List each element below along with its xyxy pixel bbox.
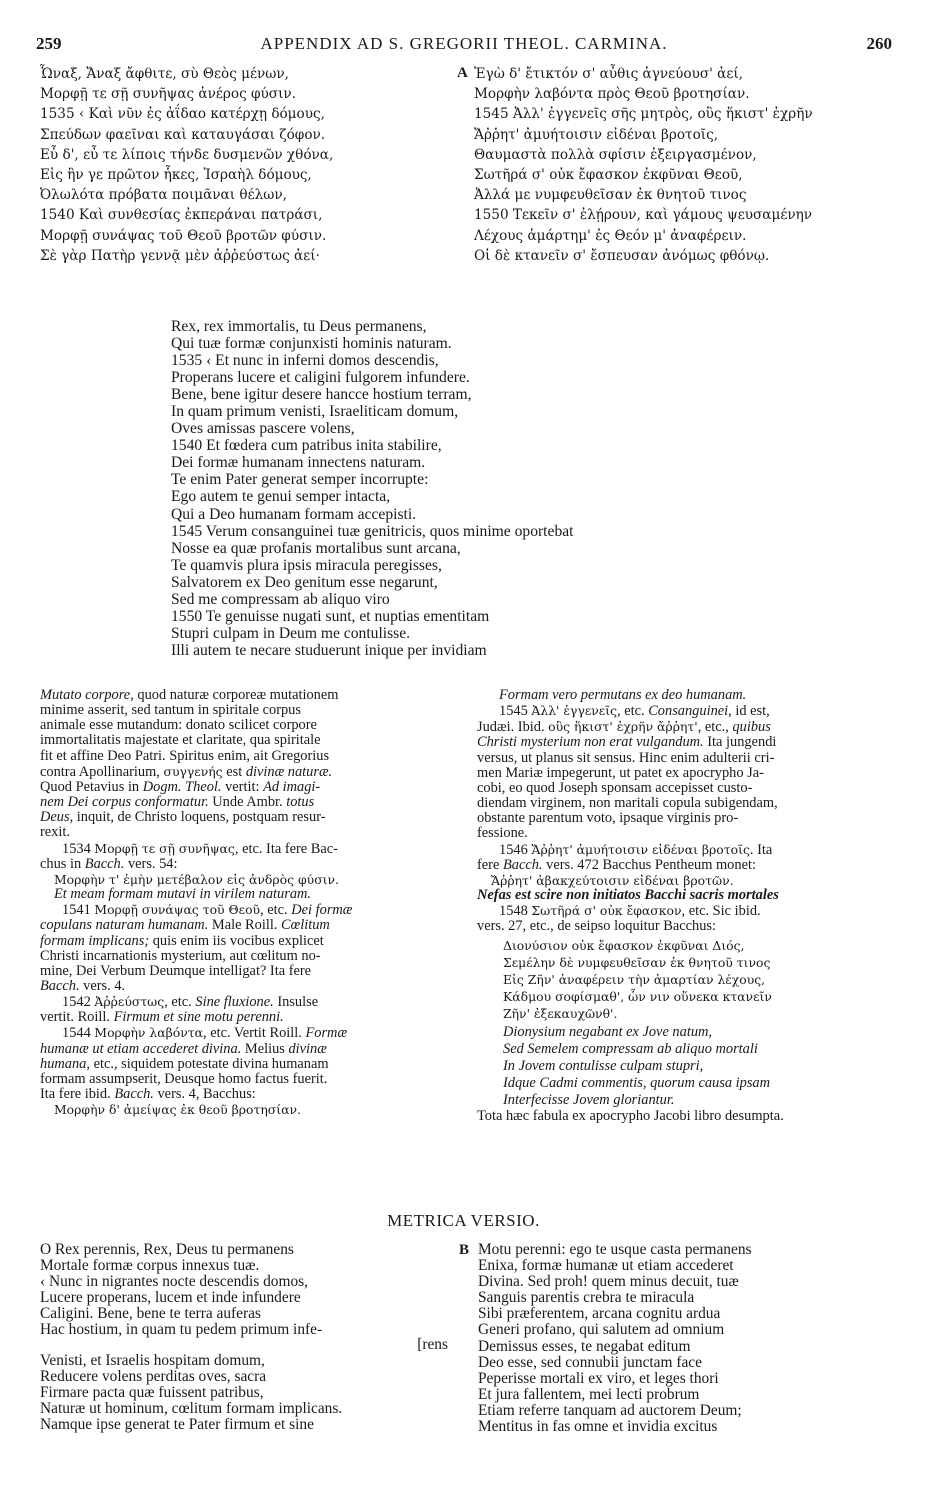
note-segment: vers. 472 Bacchus Pentheum monet:	[542, 857, 756, 873]
note-segment: vertit:	[221, 779, 264, 795]
note-segment: , id est,	[728, 703, 770, 720]
note-segment: , etc., siquidem potestate divina humanam	[86, 1056, 329, 1072]
greek-verse-line: Ὦναξ, Ἄναξ ἄφθιτε, σὺ Θεὸς μένων,	[40, 66, 289, 82]
metrica-verse-line: Deo esse, sed connubii junctam face	[478, 1353, 702, 1371]
note-line: Tota hæc fabula ex apocrypho Jacobi libro desumpta.	[477, 1108, 784, 1124]
latin-quote-line: Dionysium negabant ex Jove natum,	[503, 1023, 713, 1040]
latin-verse-line: Ego autem te genui semper intacta,	[171, 488, 391, 506]
metrica-verse-line: Hac hostium, in quam tu pedem primum infe-	[40, 1321, 323, 1339]
note-segment: divinæ naturæ.	[245, 763, 333, 780]
note-line	[40, 810, 468, 825]
latin-verse-line: 1550 Te genuisse nugati sunt, et nuptias ementitam	[171, 607, 490, 625]
note-segment: humanæ ut etiam accederet divina.	[40, 1041, 242, 1057]
greek-verse-line: Ἄῤῥητ' ἀμυήτοισιν εἰδέναι βροτοῖς,	[474, 126, 719, 143]
greek-verse-line: Σπεύδων φαεῖναι καὶ καταυγάσαι ζόφον.	[40, 126, 326, 143]
note-segment: 1544	[62, 1025, 95, 1042]
greek-verse-line: Λέχους ἁμάρτημ' ἐς Θεόν μ' ἀναφέρειν.	[474, 227, 747, 244]
note-segment: 1534	[62, 840, 95, 857]
greek-verse-line: Μορφῇ συνάψας τοῦ Θεοῦ βροτῶν φύσιν.	[40, 227, 327, 244]
note-segment: immortalitatis majestate et claritate, qua spiritale	[40, 733, 321, 749]
greek-verse-line: Εὖ δ', εὖ τε λίποις τήνδε δυσμενῶν χθόνα,	[40, 146, 334, 163]
note-segment: Firmum et sine motu perenni.	[113, 1010, 284, 1026]
note-segment: contra Apollinarium,	[40, 763, 164, 780]
latin-verse-line: Properans lucere et caligini fulgorem infundere.	[171, 369, 470, 387]
note-quotation: Μορφὴν τ' ἐμὴν μετέβαλον εἰς ἀνδρὸς φύσιν.	[54, 871, 339, 887]
note-segment: vers. 4.	[79, 978, 126, 994]
note-segment: Ita fere ibid.	[40, 1087, 115, 1103]
greek-quote-line: Εἰς Ζῆν' ἀναφέρειν τὴν ἁμαρτίαν λέχους,	[503, 971, 766, 987]
note-segment: 1545	[499, 703, 532, 720]
metrica-verse-line: Demissus esses, te negabat editum	[478, 1337, 691, 1355]
metrica-verse-line: Motu perenni: ego te usque casta permanens	[478, 1241, 752, 1258]
greek-text-right	[474, 64, 894, 266]
note-segment: quibus	[732, 719, 771, 736]
note-segment: obstante parentum voto, ipsaque virginis pro-	[477, 811, 739, 827]
greek-verse-line: Ὀλωλότα πρόβατα ποιμᾶναι θέλων,	[40, 187, 287, 204]
note-segment: Μορφῇ τε σῇ συνῆψας	[94, 840, 235, 856]
note-segment: rexit.	[40, 825, 70, 841]
latin-verse-line: Qui a Deo humanam formam accepisti.	[171, 505, 417, 523]
note-segment: Ἀλλ' ἐγγενεῖς	[531, 703, 618, 719]
section-title: METRICA VERSIO.	[387, 1211, 540, 1230]
latin-quote-line: Interfecisse Jovem gloriantur.	[503, 1091, 675, 1108]
note-segment: Formæ	[305, 1025, 348, 1042]
note-segment: versus, ut planus sit sensus. Hinc enim adulterii cri-	[477, 750, 775, 766]
note-line	[40, 1025, 468, 1041]
greek-verse-line: Σὲ γὰρ Πατὴρ γεννᾷ μὲν ἀῤῥεύστως ἀεί·	[40, 247, 320, 264]
page-number-left: 259	[36, 34, 62, 53]
latin-verse-line: Rex, rex immortalis, tu Deus permanens,	[171, 318, 427, 335]
greek-verse-line: Ἀλλά με νυμφευθεῖσαν ἐκ θνητοῦ τινος	[474, 187, 747, 204]
latin-verse-line: In quam primum venisti, Israeliticam domum,	[171, 403, 459, 421]
greek-quote-line: Διονύσιον οὐκ ἔφασκον ἐκφῦναι Διός,	[503, 937, 745, 953]
note-segment: Bacch.	[502, 857, 543, 873]
note-segment: chus in	[40, 856, 85, 872]
note-line	[40, 703, 468, 718]
note-segment: Bacch.	[114, 1087, 154, 1103]
greek-verse-line: Μορφῇ τε σῇ συνῆψας ἀνέρος φύσιν.	[40, 86, 297, 103]
metrica-verse-line: Caligini. Bene, bene te terra auferas	[40, 1305, 261, 1323]
note-line	[477, 858, 895, 873]
metrica-verse-line: Mentitus in fas omne et invidia excitus	[478, 1418, 718, 1436]
note-segment: Sine fluxione.	[195, 994, 274, 1011]
note-segment: Dogm. Theol.	[142, 779, 222, 795]
latin-verse-line: Qui tuæ formæ conjunxisti hominis naturam.	[171, 335, 452, 353]
note-segment: , etc. Ita fere Bac-	[234, 840, 338, 857]
note-line	[477, 703, 895, 719]
latin-verse-line: Dei formæ humanam innectens naturam.	[171, 454, 426, 472]
metrica-verse-line: Generi profano, qui salutem ad omnium	[478, 1321, 725, 1339]
margin-letter-b: B	[459, 1242, 470, 1258]
note-segment: , etc.	[260, 902, 292, 919]
metrica-versio-right	[478, 1242, 898, 1435]
note-segment: Dei formæ	[291, 902, 353, 919]
note-segment: est	[222, 763, 246, 780]
note-line	[40, 780, 468, 795]
metrica-verse-line: Divina. Sed proh! quem minus decuit, tuæ	[478, 1273, 739, 1291]
note-line	[477, 796, 895, 811]
note-segment: , etc.	[617, 703, 649, 720]
note-line	[40, 964, 468, 979]
greek-verse-line: Θαυμαστὰ πολλὰ σφίσιν ἐξειργασμένον,	[474, 146, 757, 163]
greek-verse-line: Εἰς ἣν γε πρῶτον ἧκες, Ἰσραὴλ δόμους,	[40, 167, 312, 184]
running-title: APPENDIX AD S. GREGORII THEOL. CARMINA.	[260, 34, 668, 53]
note-segment: 1542	[62, 994, 95, 1011]
note-segment: Consanguinei	[648, 703, 729, 720]
greek-verse-line: Μορφὴν λαβόντα πρὸς Θεοῦ βροτησίαν.	[474, 86, 750, 103]
note-segment: Christi incarnationis mysterium, aut cœlitum no-	[40, 948, 321, 964]
note-line	[40, 949, 468, 964]
greek-text-left	[40, 64, 445, 266]
latin-verse-line: Te enim Pater generat semper incorrupte:	[171, 471, 429, 489]
note-segment: fessione.	[477, 826, 528, 842]
greek-quote-line: Ζῆν' ἐξεκαυχῶνθ'.	[503, 1005, 618, 1021]
note-line	[477, 842, 895, 858]
note-line	[40, 979, 468, 994]
note-line	[477, 766, 895, 781]
note-segment: Μορφὴν λαβόντα	[94, 1025, 203, 1041]
note-line	[477, 903, 895, 919]
note-line	[40, 934, 468, 949]
note-segment: humana	[40, 1056, 87, 1072]
note-segment: Σωτῆρά σ' οὐκ ἔφασκον	[531, 903, 682, 919]
note-line	[40, 1087, 468, 1102]
metrica-verse-line: Naturæ ut hominum, cœlitum formam implicans.	[40, 1399, 343, 1417]
metrica-verse-line: ‹ Nunc in nigrantes nocte descendis domos,	[40, 1273, 308, 1291]
note-segment: 1548	[499, 903, 532, 920]
note-segment: , inquit, de Christo loquens, postquam resur-	[69, 810, 326, 826]
note-line	[40, 749, 468, 764]
note-segment: men Mariæ impegerunt, ut patet ex apocrypho Ja-	[477, 765, 764, 781]
note-quotation: Nefas est scire non initiatos Bacchi sacris mortales	[477, 888, 779, 904]
note-segment: Unde Ambr.	[208, 795, 287, 811]
latin-quotation-block	[477, 1024, 895, 1109]
note-line	[40, 733, 468, 748]
metrica-verse-line: Venisti, et Israelis hospitam domum,	[40, 1351, 265, 1369]
greek-verse-line: Σωτῆρά σ' οὐκ ἔφασκον ἐκφῦναι Θεοῦ,	[474, 167, 743, 184]
running-header	[36, 34, 892, 56]
note-line	[40, 902, 468, 918]
note-line	[40, 764, 468, 780]
note-line	[40, 857, 468, 872]
latin-verse-line: 1540 Et fœdera cum patribus inita stabilire,	[171, 437, 442, 455]
latin-verse-line: Nosse ea quæ profanis mortalibus sunt arcana,	[171, 539, 461, 557]
note-segment: quis enim iis vocibus explicet	[149, 933, 324, 949]
note-segment: οὓς ἥκιστ' ἐχρῆν ἄῤῥητ'	[548, 719, 698, 735]
latin-quote-line: Idque Cadmi commentis, quorum causa ipsam	[503, 1074, 771, 1091]
metrica-verse-line: [rens	[417, 1335, 448, 1353]
note-line	[40, 841, 468, 857]
notes-right-column	[477, 688, 895, 1124]
note-line	[40, 688, 468, 703]
margin-letter-a: A	[457, 65, 468, 81]
note-line	[477, 735, 895, 750]
note-segment: Quod Petavius in	[40, 779, 143, 795]
metrica-verse-line: Sanguis parentis crebra te miracula	[478, 1289, 695, 1307]
note-segment: Christi mysterium non erat vulgandum.	[477, 735, 704, 751]
greek-quote-line: Κάδμου σοφίσμαθ', ὧν νιν οὕνεκα κτανεῖν	[503, 988, 772, 1004]
greek-verse-line: 1535 ‹ Καὶ νῦν ἐς ἀΐδαο κατέρχῃ δόμους,	[40, 106, 325, 123]
latin-quote-line: Sed Semelem compressam ab aliquo mortali	[503, 1040, 758, 1057]
latin-verse-line: 1535 ‹ Et nunc in inferni domos descendis,	[171, 352, 439, 370]
note-line	[40, 795, 468, 810]
latin-verse-line: Stupri culpam in Deum me contulisse.	[171, 624, 411, 642]
note-segment: , etc. Sic ibid.	[681, 903, 761, 920]
note-line	[40, 918, 468, 933]
note-segment: . Ita	[749, 841, 773, 858]
metrica-verse-line: Peperisse mortali ex viro, et leges thori	[478, 1369, 719, 1387]
note-segment: 1546	[499, 841, 532, 858]
note-line	[477, 811, 895, 826]
note-line	[477, 719, 895, 735]
note-line	[477, 781, 895, 796]
note-line	[477, 826, 895, 841]
metrica-verse-line: Enixa, formæ humanæ ut etiam accederet	[478, 1257, 734, 1275]
note-segment: Μορφῇ συνάψας τοῦ Θεοῦ	[94, 902, 261, 918]
note-segment: copulans naturam humanam.	[40, 918, 209, 934]
note-segment: formam implicans;	[40, 933, 150, 949]
note-line	[40, 1010, 468, 1025]
note-segment: Bacch.	[84, 856, 125, 872]
note-line	[40, 1072, 468, 1087]
note-segment: Judæi. Ibid.	[477, 719, 549, 736]
latin-verse-line: 1545 Verum consanguinei tuæ genitricis, quos minime oportebat	[171, 522, 574, 540]
note-segment: Cœlitum	[281, 918, 330, 934]
latin-verse-line: Illi autem te necare studuerunt inique per invidiam	[171, 641, 487, 659]
note-segment: totus	[286, 795, 315, 811]
note-segment: vertit. Roill.	[40, 1010, 114, 1026]
latin-verse-line: Bene, bene igitur desere hancce hostium terram,	[171, 386, 472, 404]
note-line	[40, 718, 468, 733]
metrica-verse-line: Et jura fallentem, mei lecti probrum	[478, 1385, 700, 1403]
latin-quote-line: In Jovem contulisse culpam stupri,	[503, 1057, 704, 1074]
greek-verse-line: Ἐγὼ δ' ἔτικτόν σ' αὖθις ἁγνεύουσ' ἀεί,	[474, 66, 744, 82]
note-segment: 1541	[62, 902, 95, 919]
page-number-right: 260	[866, 34, 892, 53]
note-line	[40, 1057, 468, 1072]
note-segment: , etc. Vertit Roill.	[203, 1025, 306, 1042]
note-segment: , quod naturæ corporeæ mutationem	[130, 688, 339, 703]
metrica-verse-line: Mortale formæ corpus innexus tuæ.	[40, 1257, 260, 1275]
latin-verse-line: Sed me compressam ab aliquo viro	[171, 590, 390, 608]
greek-verse-line: Οἱ δὲ κτανεῖν σ' ἔσπευσαν ἀνόμως φθόνῳ.	[474, 247, 770, 264]
note-segment: Ita jungendi	[703, 735, 777, 751]
note-segment: Male Roill.	[208, 918, 282, 934]
note-segment: Insulse	[273, 994, 319, 1011]
note-segment: Mutato corpore	[40, 688, 131, 703]
notes-left-column	[40, 688, 468, 1117]
note-line	[477, 688, 895, 703]
greek-verse-line: 1545 Ἀλλ' ἐγγενεῖς σῆς μητρὸς, οὓς ἥκιστ' ἐχρῆν	[474, 106, 813, 123]
metrica-verse-line: Etiam referre tanquam ad auctorem Deum;	[478, 1401, 742, 1419]
note-segment: Melius	[241, 1041, 289, 1057]
note-segment: Bacch.	[40, 978, 80, 994]
metrica-verse-line: Reducere volens perditas oves, sacra	[40, 1367, 267, 1385]
greek-verse-line: 1550 Τεκεῖν σ' ἐλῄρουν, καὶ γάμους ψευσαμένην	[474, 207, 813, 224]
note-quotation: Μορφὴν δ' ἀμείψας ἐκ θεοῦ βροτησίαν.	[54, 1102, 301, 1118]
note-segment: animale esse mutandum: donato scilicet corpore	[40, 718, 317, 734]
note-segment: Ἄῤῥητ' ἀμυήτοισιν εἰδέναι βροτοῖς	[531, 841, 750, 857]
note-segment: cobi, eo quod Joseph sponsam accepisset custo-	[477, 780, 753, 796]
latin-verse-line: Te quamvis plura ipsis miracula peregisses,	[171, 556, 442, 574]
note-segment: fit et affine Deo Patri. Spiritus enim, ait Gregorius	[40, 748, 330, 764]
metrica-verse-line: Lucere properans, lucem et inde infundere	[40, 1289, 301, 1307]
note-segment: formam assumpserit, Deusque homo factus fuerit.	[40, 1071, 328, 1087]
metrica-verse-line: Firmare pacta quæ fuissent patribus,	[40, 1383, 264, 1401]
note-line	[40, 1042, 468, 1057]
note-segment: vers. 4, Bacchus:	[153, 1087, 256, 1103]
note-quotation: Et meam formam mutavi in virilem naturam.	[54, 887, 312, 903]
note-segment: mine, Dei Verbum Deumque intelligat? Ita fere	[40, 963, 312, 979]
latin-translation	[171, 318, 731, 659]
note-segment: , etc.,	[697, 719, 733, 736]
note-line	[40, 994, 468, 1010]
note-segment: Formam vero permutans ex deo humanam.	[499, 688, 747, 703]
note-segment: divinæ	[288, 1041, 327, 1057]
note-segment: nem Dei corpus conformatur.	[40, 795, 209, 811]
note-segment: minime asserit, sed tantum in spiritale corpus	[40, 703, 301, 719]
greek-verse-line: 1540 Καὶ συνθεσίας ἐκπεράναι πατράσι,	[40, 207, 323, 224]
note-line	[477, 919, 895, 934]
latin-verse-line: Oves amissas pascere volens,	[171, 420, 355, 438]
note-segment: Ἀῤῥεύστως	[94, 994, 165, 1010]
note-line	[477, 751, 895, 766]
note-line	[40, 825, 468, 840]
metrica-verse-line: Namque ipse generat te Pater firmum et sine	[40, 1416, 314, 1434]
note-segment: vers. 54:	[124, 856, 178, 872]
note-segment: συγγενής	[163, 763, 223, 779]
metrica-verse-line: Sibi præferentem, arcana cognitu ardua	[478, 1305, 721, 1323]
metrica-versio-left	[40, 1242, 450, 1433]
greek-quote-line: Σεμέλην δὲ νυμφευθεῖσαν ἐκ θνητοῦ τινος	[503, 954, 771, 970]
latin-verse-line: Salvatorem ex Deo genitum esse negarunt,	[171, 573, 438, 591]
greek-quotation-block	[477, 937, 895, 1022]
note-segment: , etc.	[164, 994, 196, 1011]
note-segment: diendam virginem, non maritali copula subigendam,	[477, 796, 778, 812]
note-quotation: Ἄῤῥητ' ἀβακχεύτοισιν εἰδέναι βροτῶν.	[491, 872, 734, 888]
metrica-verse-line: O Rex perennis, Rex, Deus tu permanens	[40, 1241, 294, 1258]
note-segment: fere	[477, 857, 503, 873]
note-segment: Ad imagi-	[263, 779, 321, 795]
note-segment: vers. 27, etc., de seipso loquitur Bacchus:	[477, 919, 716, 935]
note-segment: Deus	[40, 810, 70, 826]
